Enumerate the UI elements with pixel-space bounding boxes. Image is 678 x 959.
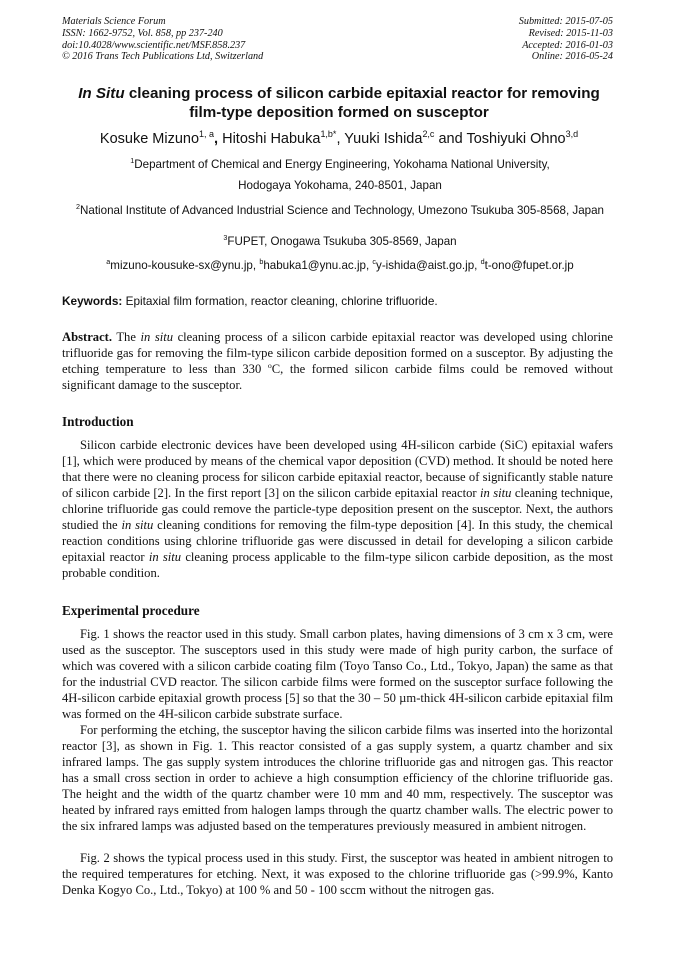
experimental-paragraph-1: Fig. 1 shows the reactor used in this study. Small carbon plates, having dimensions of 3 cm x 3 cm, were used as the susceptor. The susceptors used in this study were made of high purity carbon, the surface of which was covered with a silicon carbide coating film (Toyo Tanso Co., Ltd., Tokyo, Japan) the same as that for the industrial CVD reactor. The silicon carbide films were formed on the susceptor surface following the 4H-silicon carbide epitaxial growth process [5] so that the 30 – 50 µm-thick 4H-silicon carbide epitaxial film was formed on the 4H-silicon carbide substrate surface.: [62, 627, 613, 721]
experimental-paragraph-2: For performing the etching, the susceptor having the silicon carbide films was inserted into the horizontal reactor [3], as shown in Fig. 1. This reactor consisted of a gas supply system, a quartz chamber and six infrared lamps. The gas supply system introduces the chlorine trifluoride gas and nitrogen gas. This reactor has a small cross section in order to achieve a high consumption efficiency of the chlorine trifluoride gas. The height and the width of the quartz chamber were 10 mm and 40 mm, respectively. The susceptor was heated by infrared rays emitted from halogen lamps through the quartz chamber walls. The electric power to the six infrared lamps was adjusted based on the temperatures previously measured in ambient nitrogen.: [62, 723, 613, 833]
intro-text: Silicon carbide electronic devices have been developed using 4H-silicon carbide (SiC) epitaxial wafers [1], which were produced by means of the chemical vapor deposition (CVD) method. It should be noted here that there were no cleaning process for silicon carbide epitaxial reactor, because of significantly stable nature of silicon carbide [2]. In the first report [3] on the silicon carbide epitaxial reactor: [62, 438, 613, 500]
degree-sup: o: [267, 360, 272, 370]
email-sup: b: [259, 257, 264, 267]
affiliation-1: [62, 157, 618, 193]
intro-italic: in situ: [480, 486, 512, 500]
aff3-sup: 3: [223, 233, 228, 243]
accepted-date: Accepted: 2016-01-03: [522, 39, 613, 51]
author-3: Yuuki Ishida: [344, 131, 423, 147]
email-sup: a: [106, 257, 111, 267]
author-2: Hitoshi Habuka: [222, 131, 321, 147]
aff1-line2: Hodogaya Yokohama, 240-8501, Japan: [238, 179, 442, 192]
email-list: [62, 258, 618, 273]
journal-name: Materials Science Forum: [62, 16, 166, 27]
aff3-text: FUPET, Onogawa Tsukuba 305-8569, Japan: [227, 235, 457, 248]
title-line2: film-type deposition formed on susceptor: [189, 104, 489, 121]
issn-line: ISSN: 1662-9752, Vol. 858, pp 237-240: [62, 27, 223, 39]
online-date: Online: 2016-05-24: [531, 51, 613, 63]
abstract-italic: in situ: [140, 330, 174, 344]
intro-text: cleaning conditions for removing the film-type deposition [4]. In this study, the chemical reaction conditions using chlorine trifluoride gas were discussed in detail for developing a silicon carbide epitaxial reactor: [62, 518, 614, 564]
author-sep: and: [434, 131, 467, 147]
abstract-text: The: [112, 330, 141, 344]
introduction-heading: Introduction: [62, 414, 134, 429]
author-sep: ,: [336, 131, 345, 147]
revised-date: Revised: 2015-11-03: [528, 27, 613, 39]
author-2-sup: 1,b*: [320, 129, 337, 140]
aff1-sup: 1: [130, 156, 135, 166]
affiliation-3: [62, 234, 618, 249]
title-line1: cleaning process of silicon carbide epitaxial reactor for removing: [124, 85, 600, 102]
abstract-text: cleaning process of a silicon carbide epitaxial reactor was developed using chlorine trifluoride gas for removing the film-type silicon carbide deposition formed on a susceptor. By adjusting the etching temperature to less than 330: [62, 330, 613, 376]
email-sup: d: [480, 257, 485, 267]
journal-header-right: [519, 16, 613, 63]
aff2-sup: 2: [76, 202, 80, 212]
affiliation-2: [60, 203, 620, 218]
author-1: Kosuke Mizuno: [99, 131, 200, 147]
author-4: Toshiyuki Ohno: [466, 131, 566, 147]
author-list: [40, 130, 638, 148]
email-b[interactable]: habuka1@ynu.ac.jp,: [263, 259, 373, 272]
intro-text: cleaning process applicable to the film-type silicon carbide deposition, as the most probable condition.: [62, 550, 613, 580]
intro-text: cleaning technique, chlorine trifluoride gas could remove the particle-type deposition present on the susceptor. Next, the authors studied the: [62, 486, 613, 532]
email-a[interactable]: mizuno-kousuke-sx@ynu.jp,: [110, 259, 260, 272]
experimental-paragraph-3: Fig. 2 shows the typical process used in this study. First, the susceptor was heated in ambient nitrogen to the required temperatures for etching. Next, it was exposed to the chlorine trifluoride gas (>99.9%, Kanto Denka Kogyo Co., Ltd., Tokyo) at 100 % and 50 - 100 sccm without the nitrogen gas.: [62, 851, 613, 897]
introduction-paragraph: [62, 437, 613, 581]
author-3-sup: 2,c: [422, 129, 435, 140]
author-sep: ,: [214, 131, 223, 147]
email-c[interactable]: y-ishida@aist.go.jp,: [376, 259, 481, 272]
journal-header-left: [62, 16, 263, 63]
email-d[interactable]: t-ono@fupet.or.jp: [484, 259, 574, 272]
keywords-label: Keywords:: [62, 294, 123, 308]
intro-italic: in situ: [121, 518, 154, 532]
abstract: [62, 329, 613, 393]
keywords-text: Epitaxial film formation, reactor cleaning, chlorine trifluoride.: [122, 294, 438, 308]
aff1-line1: Department of Chemical and Energy Engineering, Yokohama National University,: [134, 158, 550, 171]
author-1-sup: 1, a: [199, 129, 215, 140]
intro-italic: in situ: [148, 550, 182, 564]
author-4-sup: 3,d: [565, 129, 579, 140]
aff2-text: National Institute of Advanced Industrial Science and Technology, Umezono Tsukuba 305-8568, Japan: [80, 204, 604, 217]
submitted-date: Submitted: 2015-07-05: [518, 16, 613, 27]
abstract-label: Abstract.: [62, 330, 113, 344]
copyright-line: © 2016 Trans Tech Publications Ltd, Switzerland: [62, 51, 264, 63]
title-italic: In Situ: [78, 85, 125, 102]
paper-title: [54, 84, 624, 122]
keywords: [62, 294, 622, 309]
doi-line[interactable]: doi:10.4028/www.scientific.net/MSF.858.237: [62, 39, 246, 51]
abstract-text: C, the formed silicon carbide films could be removed without significant damage to the susceptor.: [62, 362, 613, 392]
experimental-heading: Experimental procedure: [62, 603, 200, 618]
email-sup: c: [372, 257, 377, 267]
